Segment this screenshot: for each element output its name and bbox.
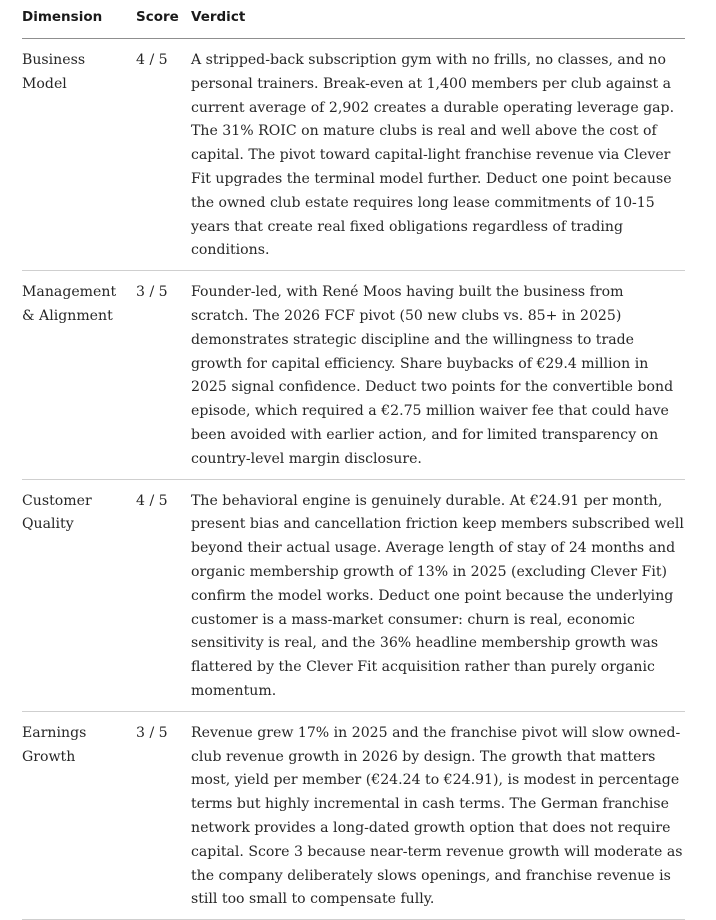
row-verdict: The behavioral engine is genuinely durable. At €24.91 per month, present bias and cancellation friction keep members subscribed well beyond their actual usage. Average length of stay of 24 months and organic membership growth of 13% in 2025 (excluding Clever Fit) confirm the model works. Deduct one point because the underlying customer is a mass-market consumer: churn is real, economic sensitivity is real, and the 36% headline membership growth was flattered by the Clever Fit acquisition rather than purely organic momentum. [191,479,685,711]
row-dimension: Business Model [22,39,136,271]
row-dimension: Management & Alignment [22,271,136,479]
scorecard-container [22,0,685,920]
table-header-row [22,0,685,39]
header-dimension: Dimension [22,0,136,39]
row-verdict: Revenue grew 17% in 2025 and the franchise pivot will slow owned-club revenue growth in 2026 by design. The growth that matters most, yield per member (€24.24 to €24.91), is modest in percentage terms but highly incremental in cash terms. The German franchise network provides a long-dated growth option that does not require capital. Score 3 because near-term revenue growth will moderate as the company deliberately slows openings, and franchise revenue is still too small to compensate fully. [191,711,685,919]
row-verdict: Founder-led, with René Moos having built the business from scratch. The 2026 FCF pivot (50 new clubs vs. 85+ in 2025) demonstrates strategic discipline and the willingness to trade growth for capital efficiency. Share buybacks of €29.4 million in 2025 signal confidence. Deduct two points for the convertible bond episode, which required a €2.75 million waiver fee that could have been avoided with earlier action, and for limited transparency on country-level margin disclosure. [191,271,685,479]
row-score: 4 / 5 [136,39,191,271]
table-row [22,39,685,271]
row-score: 3 / 5 [136,271,191,479]
row-score: 3 / 5 [136,711,191,919]
row-dimension: Customer Quality [22,479,136,711]
table-row [22,271,685,479]
row-verdict: A stripped-back subscription gym with no frills, no classes, and no personal trainers. Break-even at 1,400 members per club against a current average of 2,902 creates a durable operating leverage gap. The 31% ROIC on mature clubs is real and well above the cost of capital. The pivot toward capital-light franchise revenue via Clever Fit upgrades the terminal model further. Deduct one point because the owned club estate requires long lease commitments of 10-15 years that create real fixed obligations regardless of trading conditions. [191,39,685,271]
row-score: 4 / 5 [136,479,191,711]
header-score: Score [136,0,191,39]
row-dimension: Earnings Growth [22,711,136,919]
table-row [22,479,685,711]
table-row [22,711,685,919]
scorecard-table [22,0,685,920]
header-verdict: Verdict [191,0,685,39]
